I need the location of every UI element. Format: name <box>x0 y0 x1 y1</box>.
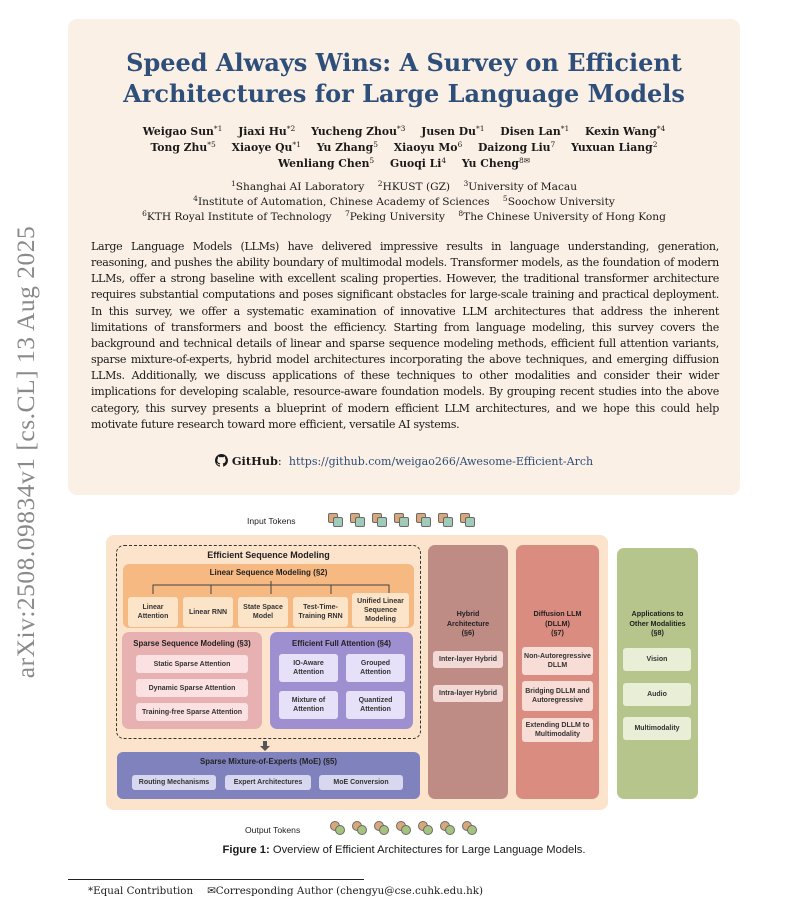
state-space-model-box: State Space Model <box>238 597 288 627</box>
affiliation: $^2$HKUST (GZ) <box>377 179 451 193</box>
output-token-icon <box>423 825 433 835</box>
quantized-attention-box: Quantized Attention <box>346 691 405 719</box>
io-aware-attention-box: IO-Aware Attention <box>279 654 338 682</box>
author: Yucheng Zhou$^{*3}$ <box>311 124 406 138</box>
non-autoregressive-dllm-box: Non-Autoregressive DLLM <box>522 647 593 675</box>
vision-box: Vision <box>623 648 691 671</box>
github-link[interactable]: https://github.com/weigao266/Awesome-Efficient-Arch <box>288 455 594 468</box>
affiliation: $^1$Shanghai AI Laboratory <box>230 179 365 193</box>
author-row-3 <box>68 153 740 172</box>
sparse-sequence-modeling-title: Sparse Sequence Modeling (§3) <box>133 639 251 648</box>
input-token-icon <box>421 517 431 527</box>
equal-contribution-note: *Equal Contribution <box>88 885 194 897</box>
author: Xiaoyu Mo$^6$ <box>393 140 463 154</box>
efficient-full-attention-title: Efficient Full Attention (§4) <box>292 639 391 648</box>
input-token-icon <box>443 517 453 527</box>
output-token-icon <box>335 825 345 835</box>
output-token-icon <box>401 825 411 835</box>
title-line-1: Speed Always Wins: A Survey on Efficient <box>126 48 682 77</box>
affiliation-row-3 <box>68 206 740 225</box>
output-token-row <box>330 821 490 837</box>
unified-linear-sequence-modeling-box: Unified Linear Sequence Modeling <box>352 593 409 627</box>
author: Jiaxi Hu$^{*2}$ <box>238 124 296 138</box>
author: Jusen Du$^{*1}$ <box>421 124 485 138</box>
input-tokens-label: Input Tokens <box>247 516 296 526</box>
title-line-2: Architectures for Large Language Models <box>123 79 685 108</box>
author: Yuxuan Liang$^2$ <box>571 140 658 154</box>
abstract-text: Large Language Models (LLMs) have delivered impressive results in language understanding, generation, reasoning, and pushes the ability boundary of multimodal models. Transformer models, as the foundation of modern LLMs, offer a strong baseline with excellent scaling properties. However, the traditional transformer architecture requires substantial computations and poses significant obstacles for large-scale training and practical deployment. In this survey, we offer a systematic examination of innovative LLM architectures that address the inherent limitations of transformers and boost the efficiency. Starting from language modeling, this survey covers the background and technical details of linear and sparse sequence modeling methods, efficient full attention variants, sparse mixture-of-experts, hybrid model architectures incorporating the above techniques, and emerging diffusion LLMs. Additionally, we discuss applications of these techniques to other modalities and consider their wider implications for developing scalable, resource-aware foundation models. By grouping recent studies into the above category, this survey presents a blueprint of modern efficient LLM architectures, and we hope this could help motivate future research toward more efficient, versatile AI systems. <box>91 240 719 431</box>
input-token-icon <box>333 517 343 527</box>
output-token-icon <box>379 825 389 835</box>
static-sparse-attention-box: Static Sparse Attention <box>136 655 248 673</box>
footnote-rule <box>68 879 364 880</box>
audio-box: Audio <box>623 683 691 706</box>
author: Wenliang Chen$^5$ <box>277 156 375 170</box>
author: Daizong Liu$^7$ <box>478 140 556 154</box>
input-token-icon <box>355 517 365 527</box>
github-separator: : <box>277 455 282 468</box>
sparse-moe-title: Sparse Mixture-of-Experts (MoE) (§5) <box>200 757 337 766</box>
extending-dllm-multimodality-box: Extending DLLM to Multimodality <box>522 718 593 742</box>
figure-1 <box>0 505 808 845</box>
author: Yu Zhang$^5$ <box>316 140 378 154</box>
linear-rnn-box: Linear RNN <box>183 597 233 627</box>
input-token-icon <box>399 517 409 527</box>
mixture-of-attention-box: Mixture of Attention <box>279 691 338 719</box>
linear-sequence-modeling-title: Linear Sequence Modeling (§2) <box>209 568 328 577</box>
output-token-icon <box>467 825 477 835</box>
diffusion-llm-title: Diffusion LLM (DLLM) (§7) <box>533 609 582 637</box>
multimodality-box: Multimodality <box>623 717 691 740</box>
author: Disen Lan$^{*1}$ <box>500 124 570 138</box>
abstract-card <box>68 19 740 495</box>
github-line <box>68 453 740 470</box>
affiliation: $^7$Peking University <box>344 209 445 223</box>
output-tokens-label: Output Tokens <box>245 825 301 835</box>
author: Weigao Sun$^{*1}$ <box>142 124 223 138</box>
dynamic-sparse-attention-box: Dynamic Sparse Attention <box>136 679 248 697</box>
paper-title <box>68 47 740 109</box>
affiliation: $^8$The Chinese University of Hong Kong <box>458 209 666 223</box>
author: Kexin Wang$^{*4}$ <box>585 124 666 138</box>
applications-title: Applications to Other Modalities (§8) <box>629 609 686 637</box>
expert-architectures-box: Expert Architectures <box>225 775 311 790</box>
test-time-training-rnn-box: Test-Time-Training RNN <box>293 597 348 627</box>
arxiv-identifier: arXiv:2508.09834v1 [cs.CL] 13 Aug 2025 <box>11 225 40 679</box>
inter-layer-hybrid-box: Inter-layer Hybrid <box>433 651 503 668</box>
hybrid-architecture-box <box>428 545 508 799</box>
affiliation: $^6$KTH Royal Institute of Technology <box>142 209 332 223</box>
input-token-icon <box>465 517 475 527</box>
grouped-attention-box: Grouped Attention <box>346 654 405 682</box>
author: Yu Cheng$^{8✉}$ <box>461 156 531 170</box>
corresponding-author-note: ✉Corresponding Author (chengyu@cse.cuhk.edu.hk) <box>207 885 484 897</box>
bridging-dllm-autoregressive-box: Bridging DLLM and Autoregressive <box>522 681 593 711</box>
figure-caption-text: Overview of Efficient Architectures for Large Language Models. <box>272 844 586 856</box>
affiliation: $^3$University of Macau <box>463 179 578 193</box>
figure-caption <box>0 844 808 856</box>
input-token-row <box>328 513 488 529</box>
output-token-icon <box>445 825 455 835</box>
training-free-sparse-attention-box: Training-free Sparse Attention <box>136 703 248 721</box>
footnote <box>88 885 497 897</box>
author: Guoqi Li$^4$ <box>389 156 447 170</box>
linear-attention-box: Linear Attention <box>128 597 178 627</box>
intra-layer-hybrid-box: Intra-layer Hybrid <box>433 685 503 702</box>
routing-mechanisms-box: Routing Mechanisms <box>132 775 216 790</box>
author: Tong Zhu$^{*5}$ <box>150 140 216 154</box>
figure-label: Figure 1: <box>222 844 270 856</box>
author: Xiaoye Qu$^{*1}$ <box>231 140 301 154</box>
arrow-down-icon <box>260 741 270 751</box>
efficient-sequence-modeling-title: Efficient Sequence Modeling <box>207 550 330 560</box>
github-icon <box>215 454 228 467</box>
output-token-icon <box>357 825 367 835</box>
hybrid-architecture-title: Hybrid Architecture (§6) <box>446 609 490 637</box>
affiliation: $^5$Soochow University <box>502 194 615 208</box>
applications-box <box>617 548 698 799</box>
github-label: GitHub <box>231 454 278 468</box>
affiliation: $^4$Institute of Automation, Chinese Academy of Sciences <box>193 194 490 208</box>
moe-conversion-box: MoE Conversion <box>319 775 403 790</box>
input-token-icon <box>377 517 387 527</box>
